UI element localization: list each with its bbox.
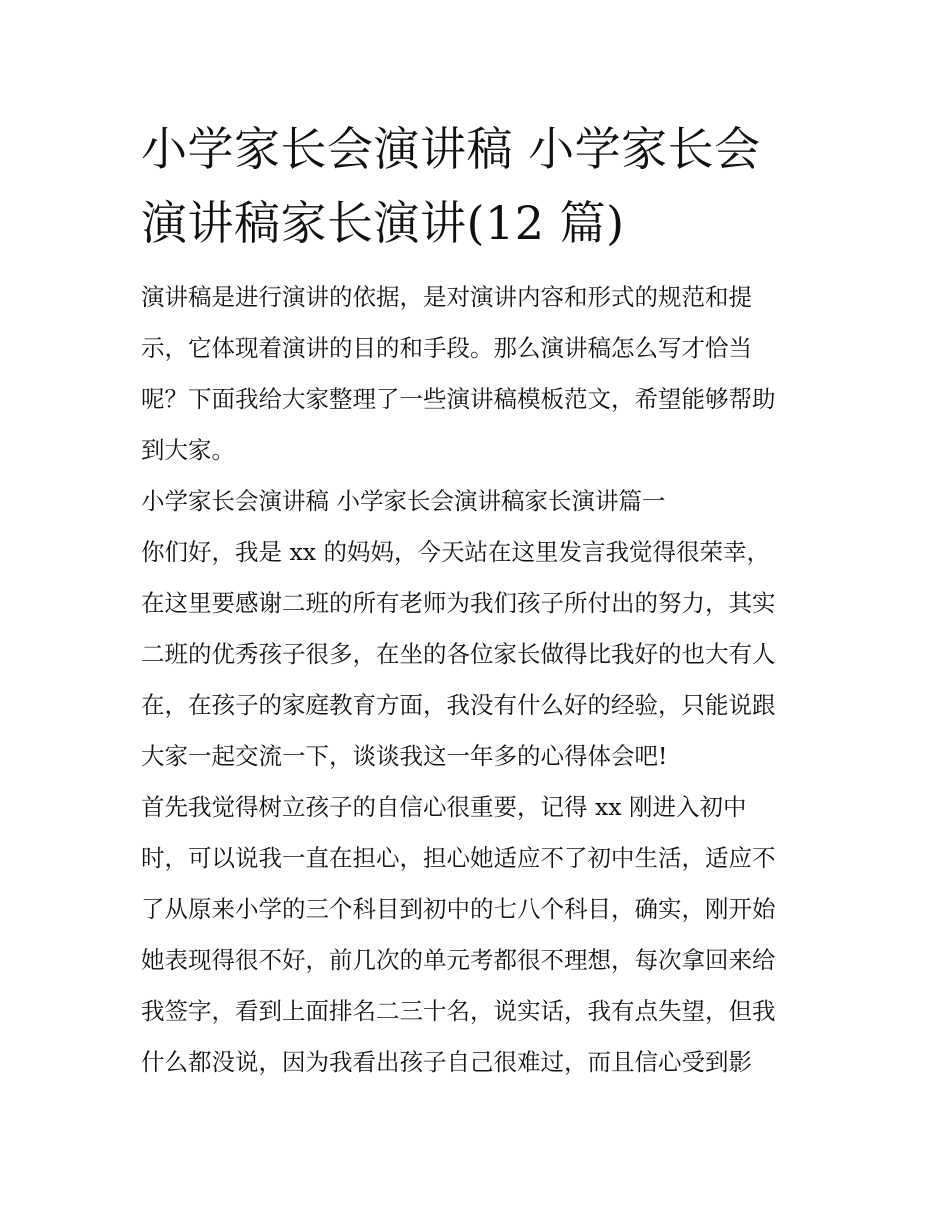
document-title bbox=[141, 112, 821, 260]
text-line: 到大家。 bbox=[141, 436, 235, 464]
text-line: 时，可以说我一直在担心，担心她适应不了初中生活，适应不 bbox=[141, 844, 776, 872]
text-line: 什么都没说，因为我看出孩子自己很难过，而且信心受到影 bbox=[141, 1048, 752, 1076]
text-line: 我签字，看到上面排名二三十名，说实话，我有点失望，但我 bbox=[141, 997, 776, 1025]
document-body bbox=[141, 272, 821, 1088]
body-paragraph bbox=[141, 782, 821, 1088]
section-heading bbox=[141, 476, 821, 527]
text-line: 示，它体现着演讲的目的和手段。那么演讲稿怎么写才恰当 bbox=[141, 334, 752, 362]
text-line: 首先我觉得树立孩子的自信心很重要，记得 xx 刚进入初中 bbox=[141, 793, 747, 821]
text-line: 二班的优秀孩子很多，在坐的各位家长做得比我好的也大有人 bbox=[141, 640, 776, 668]
title-line: 演讲稿家长演讲(12 篇) bbox=[141, 196, 625, 250]
text-line: 大家一起交流一下，谈谈我这一年多的心得体会吧! bbox=[141, 742, 668, 770]
text-line: 呢？下面我给大家整理了一些演讲稿模板范文，希望能够帮助 bbox=[141, 385, 776, 413]
text-line: 她表现得很不好，前几次的单元考都很不理想，每次拿回来给 bbox=[141, 946, 776, 974]
text-line: 在这里要感谢二班的所有老师为我们孩子所付出的努力，其实 bbox=[141, 589, 776, 617]
text-line: 小学家长会演讲稿 小学家长会演讲稿家长演讲篇一 bbox=[141, 487, 666, 515]
intro-paragraph bbox=[141, 272, 821, 476]
title-line: 小学家长会演讲稿 小学家长会 bbox=[141, 122, 761, 176]
text-line: 你们好，我是 xx 的妈妈，今天站在这里发言我觉得很荣幸， bbox=[141, 538, 770, 566]
text-line: 在，在孩子的家庭教育方面，我没有什么好的经验，只能说跟 bbox=[141, 691, 776, 719]
text-line: 演讲稿是进行演讲的依据，是对演讲内容和形式的规范和提 bbox=[141, 283, 752, 311]
text-line: 了从原来小学的三个科目到初中的七八个科目，确实，刚开始 bbox=[141, 895, 776, 923]
body-paragraph bbox=[141, 527, 821, 782]
document-content bbox=[141, 112, 821, 1088]
